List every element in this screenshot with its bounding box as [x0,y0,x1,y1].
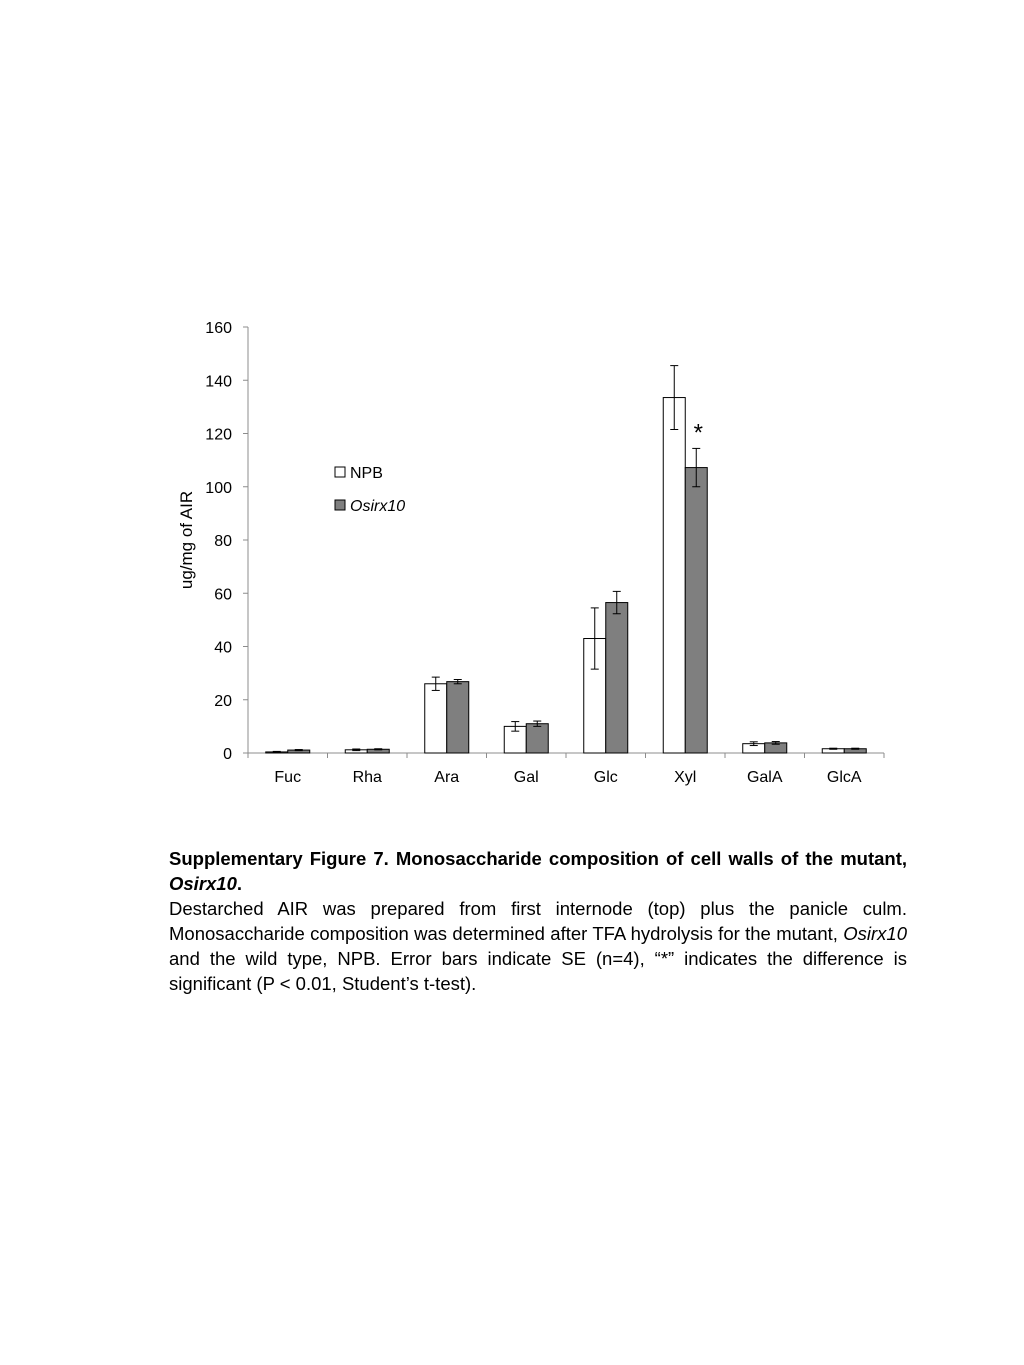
y-tick-label: 120 [205,426,232,444]
y-tick-label: 80 [214,533,232,550]
x-tick-label: Fuc [274,769,302,786]
caption-title [169,846,907,896]
x-tick-label: GlcA [826,769,862,786]
significance-marker: * [693,419,703,447]
x-tick-label: Ara [434,769,460,786]
bar [685,468,707,753]
legend-label: NPB [350,465,383,482]
y-tick-label: 40 [214,639,232,657]
bar [447,682,469,753]
caption-body-part2: and the wild type, NPB. Error bars indicate SE (n=4), “*” indicates the difference is significant (P < 0.01, Student’s t-test). [169,948,907,994]
x-tick-label: Xyl [674,769,697,786]
caption-body [169,896,907,996]
y-tick-label: 20 [214,692,232,710]
y-tick-label: 60 [214,586,232,604]
y-tick-label: 0 [223,746,232,763]
figure-caption [169,846,907,996]
y-axis-label: ug/mg of AIR [177,490,196,590]
x-tick-label: Glc [593,769,618,786]
y-tick-label: 160 [205,320,232,337]
bar [526,724,548,753]
caption-title-prefix: Supplementary Figure 7. Monosaccharide composition of cell walls of the mutant, [169,848,907,869]
legend-label: Osirx10 [350,498,406,515]
y-tick-label: 100 [205,479,232,497]
legend-swatch [335,467,345,477]
x-tick-label: GalA [746,769,783,786]
bar [425,684,447,753]
bar [663,398,685,753]
caption-title-mutant: Osirx10 [169,873,237,894]
y-tick-label: 140 [205,373,232,391]
caption-body-part1: Destarched AIR was prepared from first internode (top) plus the panicle culm. Monosaccharide composition was determined after TFA hydrolysis for the mutant, [169,898,907,944]
caption-title-suffix: . [236,873,243,894]
legend-swatch [335,500,345,510]
bar [606,603,628,753]
caption-body-mutant: Osirx10 [843,923,907,944]
x-tick-label: Rha [352,769,382,786]
x-tick-label: Gal [513,769,539,786]
